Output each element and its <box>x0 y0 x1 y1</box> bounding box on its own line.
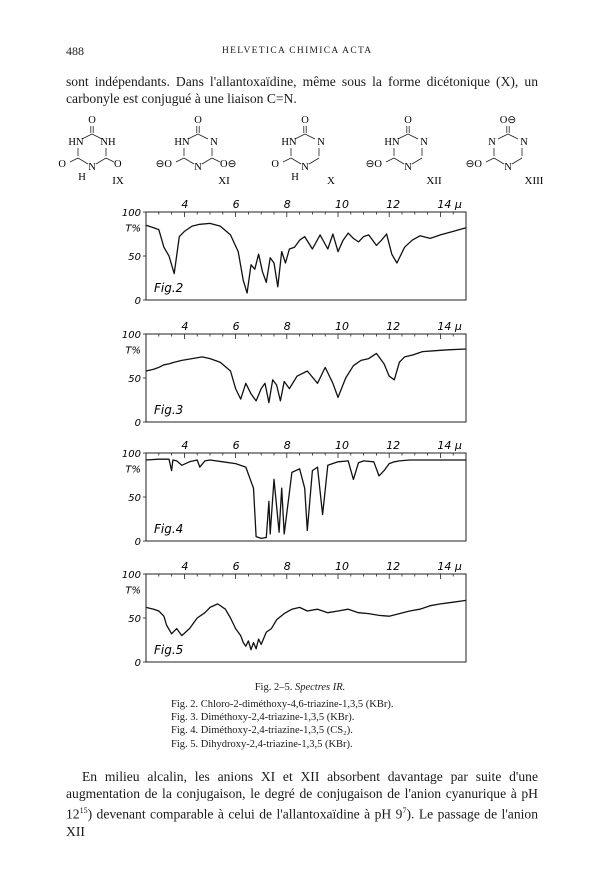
citation-sup: 15 <box>79 806 88 815</box>
substituent-label: O⊖ <box>220 159 237 170</box>
bond <box>512 158 522 164</box>
y-tick-label: 0 <box>134 537 141 548</box>
spectrum-line <box>146 223 466 293</box>
caption-item: Fig. 3. Diméthoxy-2,4-triazine-1,3,5 (KBr). <box>171 712 355 724</box>
x-tick-label: 10 <box>335 439 349 452</box>
citation-sup: 7 <box>402 806 407 815</box>
caption-item: Fig. 4. Diméthoxy-2,4-triazine-1,3,5 (CS₂). <box>171 725 353 737</box>
y-tick-label: 50 <box>128 614 141 625</box>
bond <box>486 158 494 162</box>
plot-frame <box>146 574 466 662</box>
figure-label: Fig.3 <box>154 403 184 417</box>
bond <box>78 158 88 164</box>
atom-label: O <box>404 115 412 126</box>
text-part: ) devenant comparable à celui de l'allantoxaïdine à pH 9 <box>87 806 403 822</box>
y-tick-label: 0 <box>134 296 141 307</box>
atom-label: N <box>404 162 412 173</box>
x-tick-label: 6 <box>232 439 240 452</box>
atom-label: N <box>520 137 528 148</box>
substituent-label: ⊖O <box>465 159 482 170</box>
substituent-label: ⊖O <box>365 159 382 170</box>
bond <box>498 134 508 139</box>
caption-item: Fig. 5. Dihydroxy-2,4-triazine-1,3,5 (KBr). <box>171 738 353 750</box>
page-number: 488 <box>66 44 84 58</box>
paragraph-top-text: sont indépendants. Dans l'allantoxaïdine, même sous la forme dicétonique (X), un carbonyle est conjugué à une liaison C=N. <box>66 74 538 106</box>
figure-label: Fig.5 <box>154 643 184 657</box>
bond <box>386 158 394 162</box>
compound-label: IX <box>112 175 124 187</box>
figure-label: Fig.4 <box>154 522 184 536</box>
x-tick-label: 8 <box>283 439 291 452</box>
bond <box>305 134 315 139</box>
plot-frame <box>146 334 466 422</box>
caption-title: Spectres IR. <box>294 682 346 693</box>
bond <box>412 158 422 164</box>
y-tick-label: 0 <box>134 418 141 429</box>
atom-label: O <box>301 115 309 126</box>
paragraph-bottom <box>66 768 538 840</box>
figure-caption-list <box>171 698 394 751</box>
y-tick-label: T% <box>125 585 141 597</box>
structures-row <box>0 114 600 190</box>
x-tick-label: 8 <box>283 320 291 333</box>
atom-label: N <box>504 162 512 173</box>
x-tick-label: 8 <box>283 198 291 211</box>
figure-caption-main <box>0 682 600 693</box>
y-tick-label: 50 <box>128 493 141 504</box>
atom-label: O <box>194 115 202 126</box>
paragraph-bottom-text <box>66 768 538 840</box>
x-tick-label: 12 <box>386 320 401 333</box>
structure-xi <box>156 115 237 187</box>
x-tick-label: 4 <box>181 198 189 211</box>
x-tick-label: 10 <box>335 320 349 333</box>
bond <box>494 158 504 164</box>
x-tick-label: 6 <box>232 198 240 211</box>
bond <box>106 158 114 162</box>
paragraph-top <box>66 73 538 107</box>
bond <box>184 158 194 164</box>
substituent-label: ⊖O <box>155 159 172 170</box>
text-part: En milieu alcalin, les anions XI et XII absorbent davantage par suite d'une augmentation de la conjugaison, le degré de conjugaison de l'anion cyanurique à pH 12 <box>66 769 538 822</box>
y-tick-label: T% <box>125 464 141 476</box>
atom-label: O⊖ <box>499 115 517 126</box>
caption-prefix: Fig. 2–5. <box>254 682 293 693</box>
atom-label: N <box>420 137 428 148</box>
y-tick-label: 100 <box>121 330 141 341</box>
atom-label: N <box>88 162 96 173</box>
structure-ix <box>58 115 123 187</box>
y-tick-label: 0 <box>134 658 141 669</box>
x-tick-label: 12 <box>386 198 401 211</box>
spectrum-fig5 <box>110 558 470 677</box>
substituent-label: O <box>58 159 66 170</box>
substituent-label: O <box>271 159 279 170</box>
spectrum-fig4 <box>110 437 470 556</box>
x-tick-label: 8 <box>283 560 291 573</box>
x-tick-label: 4 <box>181 439 189 452</box>
atom-label: HN <box>68 137 84 148</box>
bond <box>291 158 301 164</box>
atom-label: N <box>210 137 218 148</box>
x-tick-label: 4 <box>181 320 189 333</box>
structure-xii <box>366 115 442 187</box>
atom-label: NH <box>100 137 116 148</box>
atom-label: HN <box>281 137 297 148</box>
atom-label: O <box>88 115 96 126</box>
spectrum-line <box>146 459 466 538</box>
compound-label: X <box>327 175 335 187</box>
bond <box>198 134 208 139</box>
bond <box>394 158 404 164</box>
atom-label: HN <box>174 137 190 148</box>
bond <box>309 158 319 164</box>
caption-item: Fig. 2. Chloro-2-diméthoxy-4,6-triazine-1,3,5 (KBr). <box>171 699 394 710</box>
hydrogen-label: H <box>78 172 86 183</box>
spectrum-line <box>146 600 466 649</box>
plot-frame <box>146 453 466 541</box>
bond <box>408 134 418 139</box>
spectrum-line <box>146 349 466 403</box>
compound-label: XIII <box>524 175 544 187</box>
x-tick-label: 10 <box>335 560 349 573</box>
atom-label: N <box>194 162 202 173</box>
bond <box>212 158 220 162</box>
bond <box>70 158 78 162</box>
compound-label: XII <box>426 175 442 187</box>
substituent-label: O <box>114 159 122 170</box>
x-tick-label: 6 <box>232 320 240 333</box>
x-tick-label: 10 <box>335 198 349 211</box>
x-tick-label: 12 <box>386 560 401 573</box>
structures-svg <box>0 114 600 190</box>
y-tick-label: 100 <box>121 208 141 219</box>
x-tick-label: 14 µ <box>437 439 462 452</box>
x-tick-label: 14 µ <box>437 320 462 333</box>
bond <box>283 158 291 162</box>
text-part: ). Le passage de l'anion XII <box>66 806 538 839</box>
spectrum-fig2 <box>110 196 470 315</box>
x-tick-label: 12 <box>386 439 401 452</box>
atom-label: N <box>317 137 325 148</box>
x-tick-label: 4 <box>181 560 189 573</box>
hydrogen-label: H <box>291 172 299 183</box>
atom-label: N <box>301 162 309 173</box>
compound-label: XI <box>218 175 230 187</box>
bond <box>202 158 212 164</box>
atom-label: HN <box>384 137 400 148</box>
x-tick-label: 14 µ <box>437 198 462 211</box>
atom-label: N <box>488 137 496 148</box>
structure-x <box>271 115 335 187</box>
x-tick-label: 14 µ <box>437 560 462 573</box>
structure-xiii <box>466 115 544 187</box>
y-tick-label: 50 <box>128 374 141 385</box>
y-tick-label: 100 <box>121 449 141 460</box>
bond <box>176 158 184 162</box>
bond <box>508 134 518 139</box>
bond <box>96 158 106 164</box>
y-tick-label: 50 <box>128 252 141 263</box>
y-tick-label: T% <box>125 345 141 357</box>
figure-label: Fig.2 <box>154 281 184 295</box>
x-tick-label: 6 <box>232 560 240 573</box>
y-tick-label: T% <box>125 223 141 235</box>
spectrum-fig3 <box>110 318 470 437</box>
y-tick-label: 100 <box>121 570 141 581</box>
journal-title: HELVETICA CHIMICA ACTA <box>222 46 373 56</box>
